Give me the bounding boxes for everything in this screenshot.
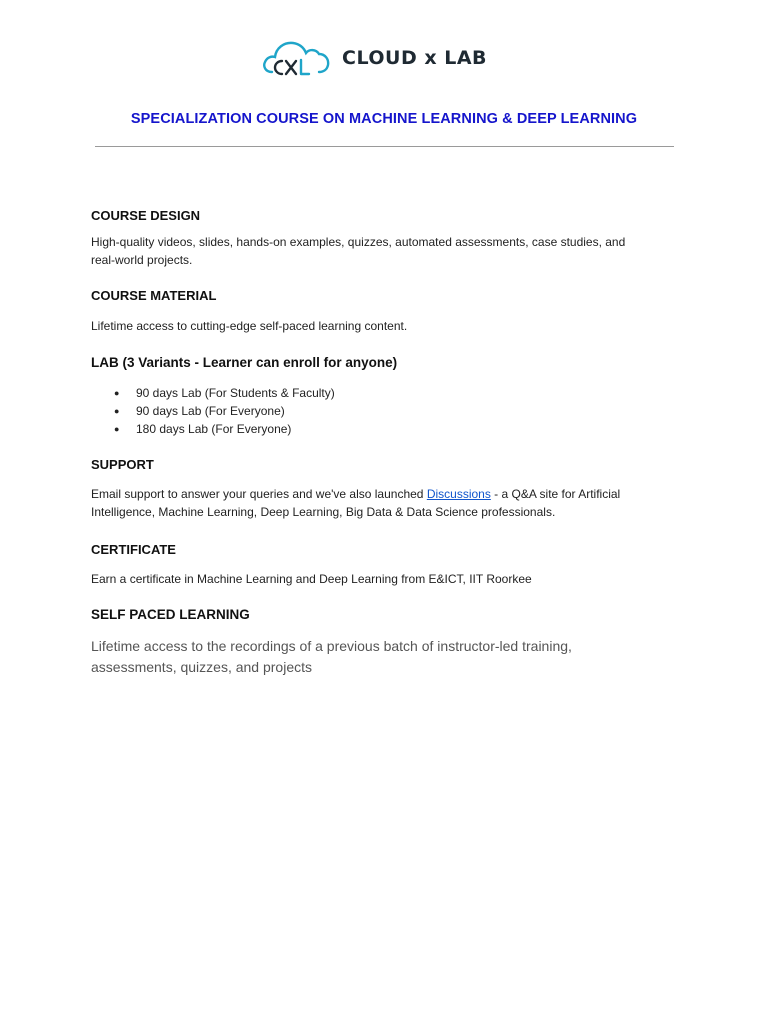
course-design-line-2: real-world projects.	[91, 253, 193, 267]
lab-variant-label: 90 days Lab (For Students & Faculty)	[136, 386, 335, 400]
course-design-text	[91, 233, 681, 269]
lab-variant-label: 90 days Lab (For Everyone)	[136, 404, 285, 418]
list-item	[91, 402, 335, 420]
course-design-line-1: High-quality videos, slides, hands-on examples, quizzes, automated assessments, case studies, and	[91, 235, 626, 249]
heading-support: SUPPORT	[91, 457, 154, 472]
support-text-before-link: Email support to answer your queries and we've also launched	[91, 487, 427, 501]
discussions-link[interactable]: Discussions	[426, 487, 491, 501]
lab-variant-label: 180 days Lab (For Everyone)	[136, 422, 292, 436]
heading-certificate: CERTIFICATE	[91, 542, 176, 557]
bullet-icon: ●	[114, 424, 120, 434]
certificate-text: Earn a certificate in Machine Learning and Deep Learning from E&ICT, IIT Roorkee	[91, 572, 532, 586]
list-item	[91, 384, 335, 402]
title-divider	[95, 146, 674, 147]
self-paced-text	[91, 636, 681, 678]
cloud-xl-logo-icon	[262, 36, 330, 80]
list-item	[91, 420, 335, 438]
support-text-after-link: - a Q&A site for Artificial	[490, 487, 621, 501]
bullet-icon: ●	[114, 406, 120, 416]
support-line-2: Intelligence, Machine Learning, Deep Learning, Big Data & Data Science professionals.	[91, 505, 556, 519]
cloudxlab-logo	[262, 36, 487, 80]
lab-variants-list	[91, 384, 335, 438]
support-text	[91, 485, 681, 521]
self-paced-line-1: Lifetime access to the recordings of a previous batch of instructor-led training,	[91, 638, 572, 654]
brand-name: CLOUD x LAB	[342, 47, 488, 69]
heading-lab: LAB (3 Variants - Learner can enroll for anyone)	[91, 355, 398, 370]
page-title: SPECIALIZATION COURSE ON MACHINE LEARNING & DEEP LEARNING	[130, 111, 638, 127]
self-paced-line-2: assessments, quizzes, and projects	[91, 659, 312, 675]
heading-course-design: COURSE DESIGN	[91, 208, 201, 223]
heading-course-material: COURSE MATERIAL	[91, 288, 217, 303]
bullet-icon: ●	[114, 388, 120, 398]
heading-self-paced-learning: SELF PACED LEARNING	[91, 607, 250, 622]
course-material-text: Lifetime access to cutting-edge self-paced learning content.	[91, 319, 408, 333]
